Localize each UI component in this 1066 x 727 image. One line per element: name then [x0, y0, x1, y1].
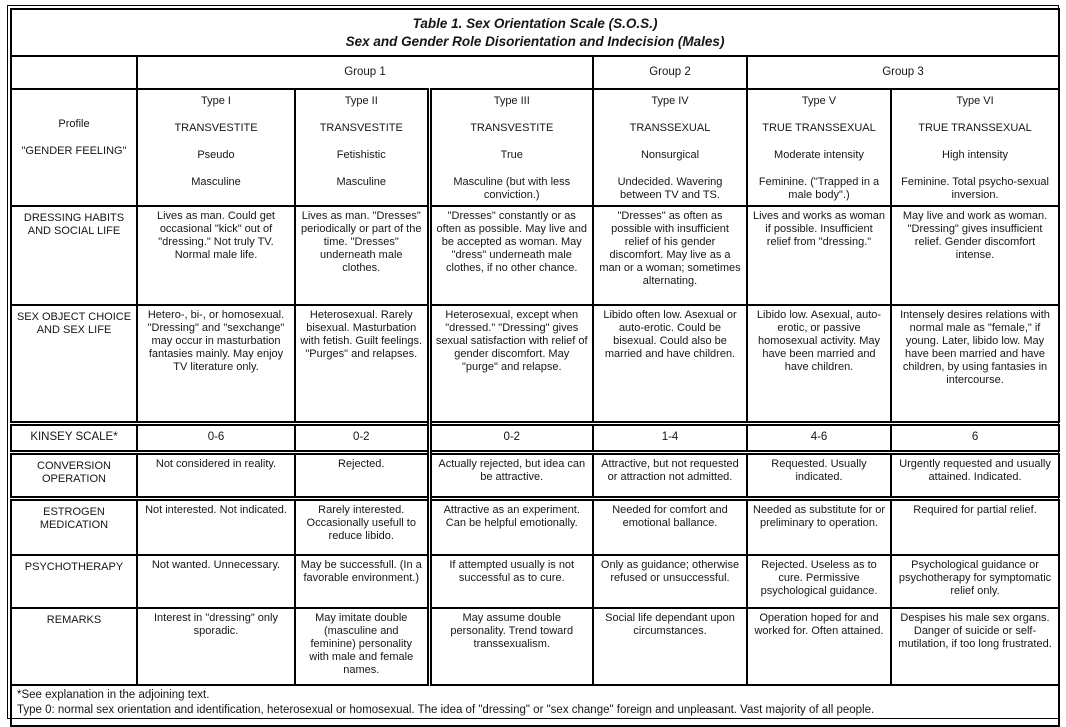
type-header-type-vi	[891, 89, 1059, 206]
cell-dressing-type-iii: "Dresses" constantly or as often as possible. May live and be accepted as woman. May "dress" underneath male clothes, if no other chance.	[429, 206, 593, 305]
group-header-stub	[11, 56, 137, 89]
type-gender: Masculine	[191, 176, 241, 188]
type-category: TRANSVESTITE	[470, 122, 554, 134]
type-header-type-iii	[429, 89, 593, 206]
cell-psychotherapy-type-iii: If attempted usually is not successful as to cure.	[429, 555, 593, 608]
group-header-group3: Group 3	[747, 56, 1059, 89]
row-label-estrogen-medication: ESTROGEN MEDICATION	[11, 498, 137, 555]
row-estrogen-medication	[11, 498, 1059, 555]
type-variant: Fetishistic	[336, 149, 386, 161]
type-gender: Masculine (but with less conviction.)	[453, 176, 571, 201]
type-gender: Feminine. Total psycho-sexual inversion.	[901, 176, 1049, 201]
type-name: Type III	[493, 95, 530, 107]
cell-estrogen-type-ii: Rarely interested. Occasionally usefull to reduce libido.	[295, 498, 429, 555]
cell-sexobject-type-i: Hetero-, bi-, or homosexual. "Dressing" and "sexchange" may occur in masturbation fantasies mainly. May enjoy TV literature only.	[137, 305, 295, 423]
type-category: TRUE TRANSSEXUAL	[762, 122, 876, 134]
cell-sexobject-type-iv: Libido often low. Asexual or auto-erotic. Could be bisexual. Could also be married and have children.	[593, 305, 747, 423]
cell-kinsey-type-ii: 0-2	[295, 423, 429, 452]
cell-kinsey-type-v: 4-6	[747, 423, 891, 452]
type-category: TRANSSEXUAL	[629, 122, 711, 134]
cell-conversion-type-iii: Actually rejected, but idea can be attractive.	[429, 452, 593, 498]
type-variant: True	[500, 149, 523, 161]
type-variant: High intensity	[942, 149, 1009, 161]
row-label-remarks: REMARKS	[11, 608, 137, 685]
cell-estrogen-type-v: Needed as substitute for or preliminary to operation.	[747, 498, 891, 555]
cell-conversion-type-v: Requested. Usually indicated.	[747, 452, 891, 498]
row-dressing-habits	[11, 206, 1059, 305]
cell-remarks-type-iv: Social life dependant upon circumstances.	[593, 608, 747, 685]
cell-sexobject-type-iii: Heterosexual, except when "dressed." "Dressing" gives sexual satisfaction with relief of gender discomfort. May "purge" and relapse.	[429, 305, 593, 423]
row-label-sex-object-choice: SEX OBJECT CHOICE AND SEX LIFE	[11, 305, 137, 423]
row-remarks	[11, 608, 1059, 685]
cell-psychotherapy-type-v: Rejected. Useless as to cure. Permissive psychological guidance.	[747, 555, 891, 608]
cell-kinsey-type-iii: 0-2	[429, 423, 593, 452]
gender-feeling-label: "GENDER FEELING"	[21, 145, 127, 157]
type-name: Type VI	[956, 95, 994, 107]
row-label-kinsey-scale: KINSEY SCALE*	[11, 423, 137, 452]
row-sex-object-choice	[11, 305, 1059, 423]
profile-header-cell	[11, 89, 137, 206]
row-psychotherapy	[11, 555, 1059, 608]
cell-psychotherapy-type-vi: Psychological guidance or psychotherapy for symptomatic relief only.	[891, 555, 1059, 608]
cell-psychotherapy-type-iv: Only as guidance; otherwise refused or unsuccessful.	[593, 555, 747, 608]
group-header-row	[11, 56, 1059, 89]
cell-kinsey-type-iv: 1-4	[593, 423, 747, 452]
profile-label: Profile	[58, 118, 90, 130]
cell-remarks-type-ii: May imitate double (masculine and feminine) personality with male and female names.	[295, 608, 429, 685]
type-gender: Undecided. Wavering between TV and TS.	[617, 176, 723, 201]
cell-kinsey-type-i: 0-6	[137, 423, 295, 452]
table-outer-frame	[7, 5, 1059, 719]
cell-conversion-type-iv: Attractive, but not requested or attraction not admitted.	[593, 452, 747, 498]
table-title-line1: Table 1. Sex Orientation Scale (S.O.S.)	[412, 15, 658, 31]
type-variant: Moderate intensity	[774, 149, 864, 161]
cell-remarks-type-v: Operation hoped for and worked for. Often attained.	[747, 608, 891, 685]
group-header-group1: Group 1	[137, 56, 593, 89]
cell-dressing-type-ii: Lives as man. "Dresses" periodically or part of the time. "Dresses" underneath male clothes.	[295, 206, 429, 305]
type-header-type-v	[747, 89, 891, 206]
cell-conversion-type-i: Not considered in reality.	[137, 452, 295, 498]
footnote-cell	[11, 685, 1059, 726]
cell-kinsey-type-vi: 6	[891, 423, 1059, 452]
row-conversion-operation	[11, 452, 1059, 498]
footnote-line1: *See explanation in the adjoining text.	[17, 689, 210, 701]
type-name: Type II	[344, 95, 378, 107]
table-title-row	[11, 9, 1059, 56]
type-name: Type V	[801, 95, 837, 107]
type-variant: Pseudo	[197, 149, 235, 161]
cell-dressing-type-i: Lives as man. Could get occasional "kick" out of "dressing." Not truly TV. Normal male life.	[137, 206, 295, 305]
type-variant: Nonsurgical	[640, 149, 700, 161]
table-title-cell	[11, 9, 1059, 56]
cell-conversion-type-vi: Urgently requested and usually attained. Indicated.	[891, 452, 1059, 498]
table-title-line2: Sex and Gender Role Disorientation and Indecision (Males)	[345, 33, 725, 49]
footnote-line2: Type 0: normal sex orientation and identification, heterosexual or homosexual. The idea of "dressing" or "sex change" foreign and unpleasant. Vast majority of all people.	[17, 704, 875, 716]
cell-dressing-type-v: Lives and works as woman if possible. Insufficient relief from "dressing."	[747, 206, 891, 305]
cell-estrogen-type-iii: Attractive as an experiment. Can be helpful emotionally.	[429, 498, 593, 555]
cell-dressing-type-vi: May live and work as woman. "Dressing" gives insufficient relief. Gender discomfort intense.	[891, 206, 1059, 305]
type-header-type-iv	[593, 89, 747, 206]
cell-psychotherapy-type-i: Not wanted. Unnecessary.	[137, 555, 295, 608]
sos-table	[10, 8, 1060, 727]
cell-estrogen-type-vi: Required for partial relief.	[891, 498, 1059, 555]
cell-sexobject-type-vi: Intensely desires relations with normal male as "female," if young. Later, libido low. May have been married and have children, by using fantasies in intercourse.	[891, 305, 1059, 423]
cell-remarks-type-vi: Despises his male sex organs. Danger of suicide or self-mutilation, if too long frustrated.	[891, 608, 1059, 685]
footnote-row	[11, 685, 1059, 726]
type-gender: Masculine	[336, 176, 387, 188]
type-header-type-ii	[295, 89, 429, 206]
cell-sexobject-type-v: Libido low. Asexual, auto-erotic, or passive homosexual activity. May have been married and have children.	[747, 305, 891, 423]
cell-estrogen-type-i: Not interested. Not indicated.	[137, 498, 295, 555]
cell-psychotherapy-type-ii: May be successfull. (In a favorable environment.)	[295, 555, 429, 608]
type-name: Type IV	[651, 95, 689, 107]
cell-estrogen-type-iv: Needed for comfort and emotional ballance.	[593, 498, 747, 555]
cell-remarks-type-i: Interest in "dressing" only sporadic.	[137, 608, 295, 685]
type-category: TRUE TRANSSEXUAL	[918, 122, 1032, 134]
cell-conversion-type-ii: Rejected.	[295, 452, 429, 498]
type-category: TRANSVESTITE	[174, 122, 258, 134]
type-header-row	[11, 89, 1059, 206]
row-label-psychotherapy: PSYCHOTHERAPY	[11, 555, 137, 608]
type-category: TRANSVESTITE	[319, 122, 403, 134]
type-gender: Feminine. ("Trapped in a male body".)	[758, 176, 880, 201]
row-label-conversion-operation: CONVERSION OPERATION	[11, 452, 137, 498]
cell-sexobject-type-ii: Heterosexual. Rarely bisexual. Masturbation with fetish. Guilt feelings. "Purges" and relapses.	[295, 305, 429, 423]
row-kinsey-scale	[11, 423, 1059, 452]
cell-dressing-type-iv: "Dresses" as often as possible with insufficient relief of his gender discomfort. May live as a man or a woman; sometimes alternating.	[593, 206, 747, 305]
row-label-dressing-habits: DRESSING HABITS AND SOCIAL LIFE	[11, 206, 137, 305]
type-name: Type I	[201, 95, 231, 107]
type-header-type-i	[137, 89, 295, 206]
cell-remarks-type-iii: May assume double personality. Trend toward transsexualism.	[429, 608, 593, 685]
group-header-group2: Group 2	[593, 56, 747, 89]
